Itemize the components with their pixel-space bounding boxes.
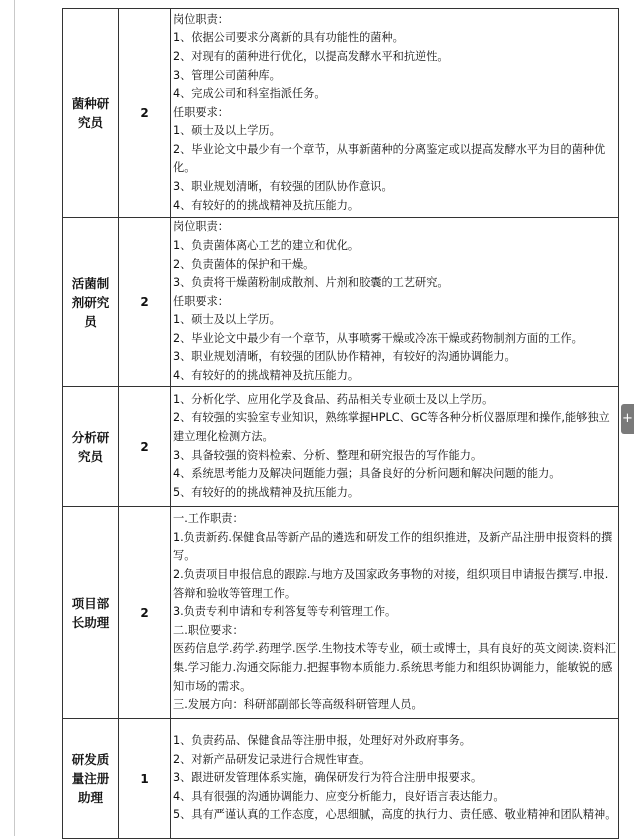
description-line: 二.职位要求：	[173, 623, 244, 637]
description-line: 4、具有很强的沟通协调能力、应变分析能力，良好语言表达能力。	[173, 789, 505, 803]
description-line: 2、对现有的菌种进行优化，以提高发酵水平和抗逆性。	[173, 49, 449, 63]
description-line: 医药信息学.药学.药理学.医学.生物技术等专业，硕士或博士，具有良好的英文阅读.资料汇集.学习能力.沟通交际能力.把握事物本质能力.系统思考能力和组织协调能力，能敏锐的感知市场的需求。	[173, 642, 616, 693]
description-line: 1、负责药品、保健食品等注册申报，处理好对外政府事务。	[173, 734, 471, 748]
description-line: 3、负责将干燥菌粉制成散剂、片剂和胶囊的工艺研究。	[173, 276, 449, 290]
job-title-cell: 分析研究员	[63, 387, 119, 507]
description-line: 5、有较好的的挑战精神及抗压能力。	[173, 485, 360, 499]
side-expand-tab[interactable]: +	[621, 404, 634, 434]
description-line: 2、负责菌体的保护和干燥。	[173, 257, 315, 271]
job-title-cell: 项目部长助理	[63, 507, 119, 719]
job-table-body	[63, 9, 619, 839]
description-line: 1、硕士及以上学历。	[173, 124, 281, 138]
description-line: 3、职业规划清晰，有较强的团队协作意识。	[173, 180, 393, 194]
job-row	[63, 218, 619, 387]
description-line: 1.负责新药.保健食品等新产品的遴选和研发工作的组织推进，及新产品注册申报资料的撰写。	[173, 530, 613, 563]
page-margin-line	[14, 0, 15, 836]
job-title-cell: 活菌制剂研究员	[63, 218, 119, 387]
job-description-cell	[171, 507, 619, 719]
description-line: 4、完成公司和科室指派任务。	[173, 87, 326, 101]
description-line: 岗位职责：	[173, 220, 229, 234]
description-line: 3、管理公司菌种库。	[173, 68, 281, 82]
description-line: 1、分析化学、应用化学及食品、药品相关专业硕士及以上学历。	[173, 392, 494, 406]
job-row	[63, 507, 619, 719]
description-line: 1、负责菌体离心工艺的建立和优化。	[173, 238, 360, 252]
description-line: 3、跟进研发管理体系实施，确保研发行为符合注册申报要求。	[173, 771, 483, 785]
job-description-cell	[171, 9, 619, 218]
description-line: 3、具备较强的资料检索、分析、整理和研究报告的写作能力。	[173, 448, 483, 462]
job-description-cell	[171, 218, 619, 387]
description-line: 4、有较好的的挑战精神及抗压能力。	[173, 198, 360, 212]
description-line: 4、系统思考能力及解决问题能力强；具备良好的分析问题和解决问题的能力。	[173, 467, 561, 481]
description-line: 2、对新产品研发记录进行合规性审查。	[173, 752, 371, 766]
headcount-cell: 2	[119, 507, 171, 719]
job-description-cell	[171, 387, 619, 507]
job-row	[63, 9, 619, 218]
description-line: 3.负责专利申请和专利答复等专利管理工作。	[173, 605, 397, 619]
description-line: 2、有较强的实验室专业知识，熟练掌握HPLC、GC等各种分析仪器原理和操作,能够独立建立理化检测方法。	[173, 411, 610, 443]
description-line: 2、毕业论文中最少有一个章节，从事新菌种的分离鉴定或以提高发酵水平为目的菌种优化。	[173, 142, 606, 175]
description-line: 1、依据公司要求分离新的具有功能性的菌种。	[173, 31, 404, 45]
description-line: 三.发展方向：科研部副部长等高级科研管理人员。	[173, 698, 423, 712]
description-line: 4、有较好的的挑战精神及抗压能力。	[173, 369, 360, 383]
job-row	[63, 387, 619, 507]
headcount-cell: 2	[119, 387, 171, 507]
description-line: 3、职业规划清晰，有较强的团队协作精神，有较好的沟通协调能力。	[173, 350, 516, 364]
headcount-cell: 1	[119, 719, 171, 839]
job-row	[63, 719, 619, 839]
description-line: 任职要求：	[173, 294, 229, 308]
job-table	[62, 8, 619, 839]
description-line: 2.负责项目申报信息的跟踪.与地方及国家政务事物的对接，组织项目申请报告撰写.申报.答辩和验收等管理工作。	[173, 568, 609, 600]
description-line: 一.工作职责：	[173, 512, 244, 526]
description-line: 岗位职责：	[173, 12, 229, 26]
description-line: 任职要求：	[173, 105, 229, 119]
headcount-cell: 2	[119, 9, 171, 218]
headcount-cell: 2	[119, 218, 171, 387]
job-title-cell: 研发质量注册助理	[63, 719, 119, 839]
job-title-cell: 菌种研究员	[63, 9, 119, 218]
description-line: 1、硕士及以上学历。	[173, 313, 281, 327]
job-description-cell	[171, 719, 619, 839]
description-line: 5、具有严谨认真的工作态度，心思细腻，高度的执行力、责任感、敬业精神和团队精神。	[173, 808, 617, 822]
description-line: 2、毕业论文中最少有一个章节，从事喷雾干燥或冷冻干燥或药物制剂方面的工作。	[173, 331, 583, 345]
